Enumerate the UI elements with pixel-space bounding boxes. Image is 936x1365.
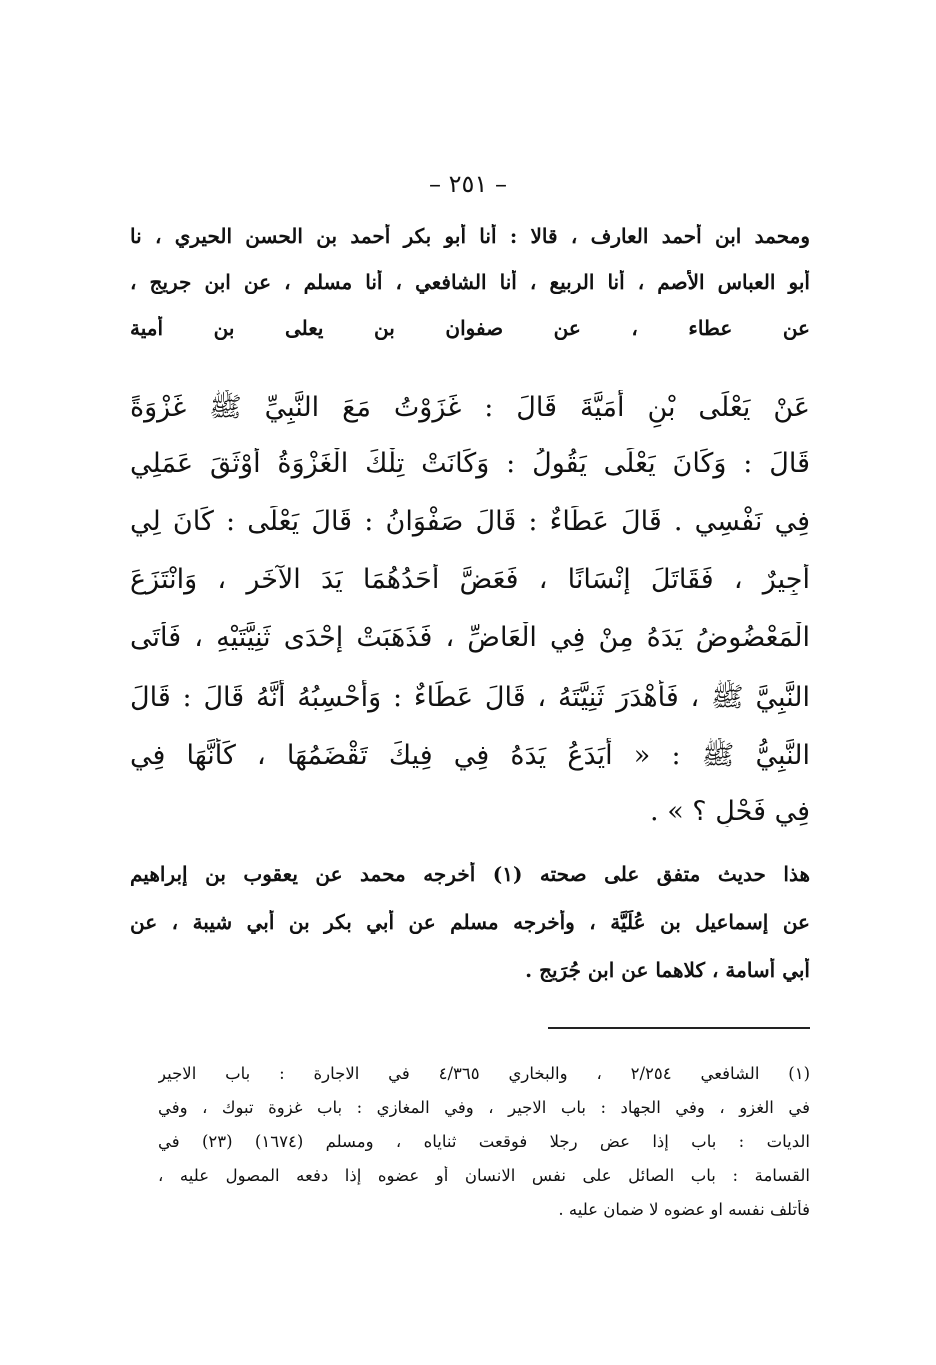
takhrij-line: أبي أسامة ، كلاهما عن ابن جُرَيج . — [525, 958, 810, 982]
takhrij-line: هذا حديث متفق على صحته (١) أخرجه محمد عن يعقوب بن إبراهيم — [130, 862, 810, 886]
isnad-line: أبو العباس الأصم ، أنا الربيع ، أنا الشافعي ، أنا مسلم ، عن ابن جريج ، — [130, 270, 810, 294]
isnad-line: ومحمد ابن أحمد العارف ، قالا : أنا أبو بكر أحمد بن الحسن الحيري ، نا — [130, 224, 810, 248]
hadith-line: فِي نَفْسِي . قَالَ عَطَاءٌ : قَالَ صَفْوَانُ : قَالَ يَعْلَى : كَانَ لِي — [130, 506, 810, 537]
footnote-line: فأتلف نفسه او عضوه لا ضمان عليه . — [558, 1200, 810, 1219]
footnote-line: الديات : باب إذا عض رجلا فوقعت ثناياه ، ومسلم (١٦٧٤) (٢٣) في — [158, 1132, 810, 1151]
footnote-line: في الغزو ، وفي الجهاد : باب الاجير ، وفي المغازي : باب غزوة تبوك ، وفي — [158, 1098, 810, 1117]
hadith-line: عَنْ يَعْلَى بْنِ أُمَيَّةَ قَالَ : غَزَوْتُ مَعَ النَّبِيِّ ﷺ غَزْوَةً — [130, 392, 810, 423]
footnote-line: (١) الشافعي ٢/٢٥٤ ، والبخاري ٤/٣٦٥ في الاجارة : باب الاجير — [158, 1064, 810, 1083]
hadith-line: النَّبِيُّ ﷺ : « أَيَدَعُ يَدَهُ فِي فِيكَ تَقْضَمُهَا ، كَأَنَّهَا فِي — [130, 740, 810, 771]
hadith-line: الْمَعْضُوضُ يَدَهُ مِنْ فِي الْعَاضِّ ، فَذَهَبَتْ إِحْدَى ثَنِيَّتَيْهِ ، فَأَتَى — [130, 622, 810, 653]
takhrij-line: عن إسماعيل بن عُلَيَّة ، وأخرجه مسلم عن أبي بكر بن أبي شيبة ، عن — [130, 910, 810, 934]
footnote-line: القسامة : باب الصائل على نفس الانسان أو عضوه إذا دفعه المصول عليه ، — [158, 1166, 810, 1185]
footnote-divider — [548, 1027, 810, 1029]
hadith-line: قَالَ : وَكَانَ يَعْلَى يَقُولُ : وَكَانَتْ تِلْكَ الْغَزْوَةُ أَوْثَقَ عَمَلِي — [130, 448, 810, 479]
hadith-line: فِي فَحْلٍ ؟ » . — [650, 796, 810, 827]
hadith-line: النَّبِيَّ ﷺ ، فَأَهْدَرَ ثَنِيَّتَهُ ، قَالَ عَطَاءٌ : وَأَحْسِبُهُ أَنَّهُ قَالَ : قَالَ — [130, 682, 810, 713]
isnad-line: عن عطاء ، عن صفوان بن يعلى بن أمية — [130, 316, 810, 340]
page-number: – ٢٥١ – — [429, 170, 507, 198]
hadith-line: أَجِيرٌ ، فَقَاتَلَ إِنْسَانًا ، فَعَضَّ أَحَدُهُمَا يَدَ الآخَرِ ، وَانْتَزَعَ — [130, 564, 810, 595]
